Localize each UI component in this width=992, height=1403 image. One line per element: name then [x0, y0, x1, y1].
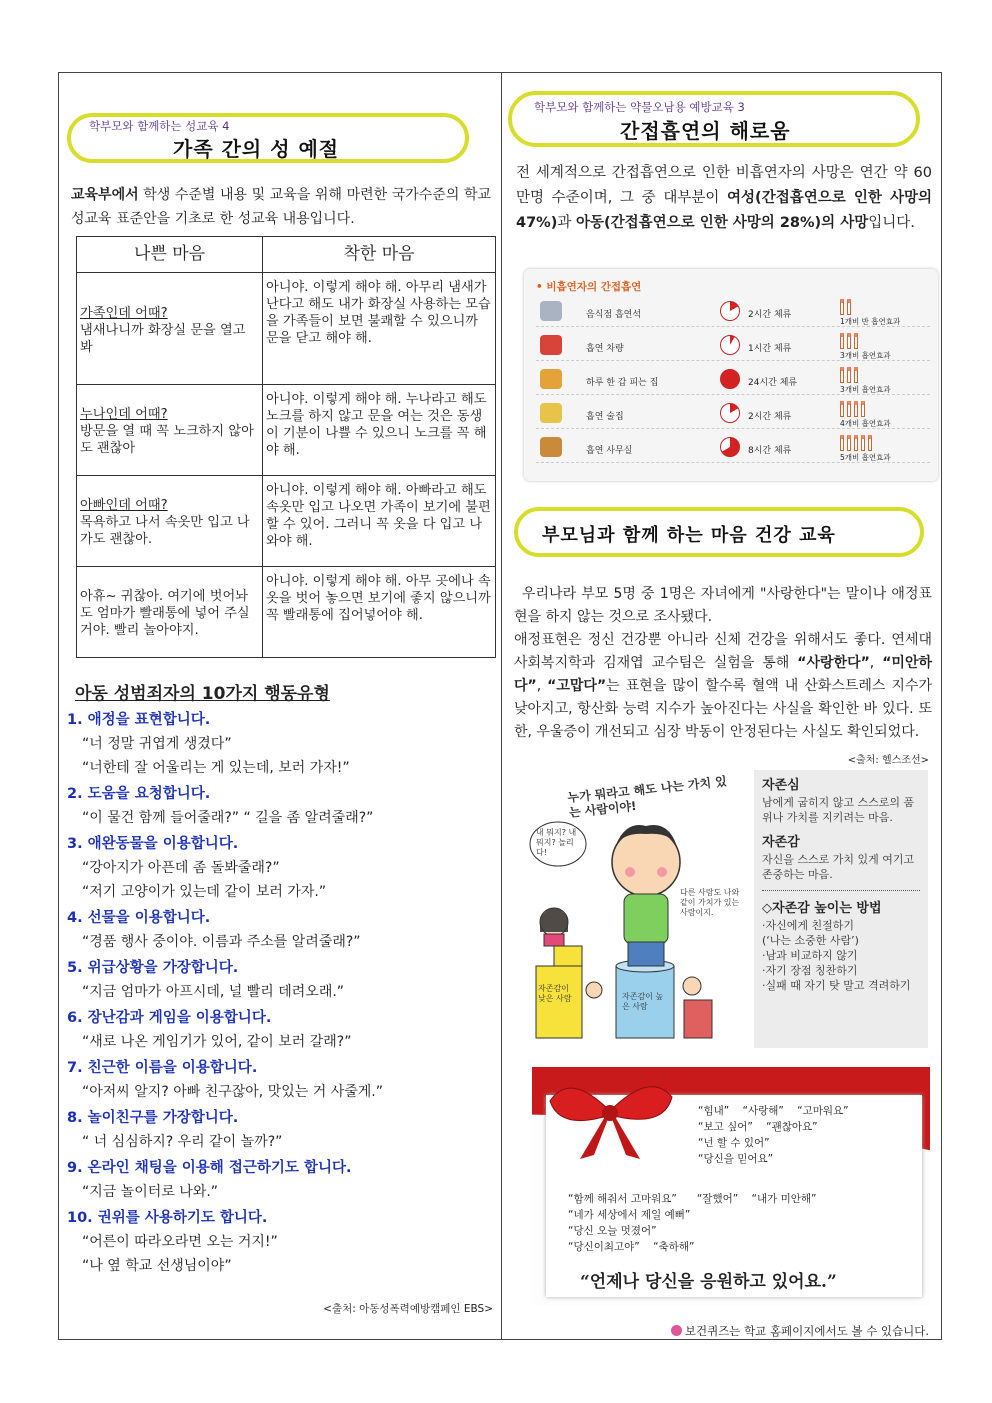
mind-source: <출처: 헬스조선>: [847, 755, 929, 766]
tip-item: ·실패 때 자기 탓 말고 격려하기: [762, 979, 911, 992]
cigarette-icon: [840, 333, 844, 349]
def-text-2: 자신을 스스로 가치 있게 여기고 존중하는 마음.: [762, 852, 920, 891]
type-title: 1. 애정을 표현합니다.: [67, 712, 211, 728]
right-column: [502, 73, 943, 1339]
encouragement-card: [532, 1067, 930, 1305]
type-quote: “지금 엄마가 아프시데, 널 빨리 데려오래.”: [82, 984, 345, 1000]
self-esteem-cartoon: [524, 770, 928, 1048]
cartoon-speech: 누가 뭐라고 해도 나는 가치 있는 사람이야!: [566, 774, 728, 820]
cartoon-small-speech-2: 다른 사람도 나와 같이 가치가 있는 사람이지.: [680, 888, 740, 917]
type-quote: “이 물건 함께 들어줄래?” “ 길을 좀 알려줄래?”: [82, 810, 374, 826]
cigarette-icon: [861, 435, 865, 451]
def-text-1: 남에게 굽히지 않고 스스로의 품위나 가치를 지키려는 마음.: [762, 796, 915, 824]
list-item: [67, 833, 497, 904]
cigarette-icon: [840, 435, 844, 451]
info-title: • 비흡연자의 간접흡연: [536, 281, 642, 293]
smoking-effect: 3개비 흡연효과: [840, 351, 891, 360]
type-title: 4. 선물을 이용합니다.: [67, 910, 211, 926]
mind-text-1: 우리나라 부모 5명 중 1명은 자녀에게 "사랑한다"는 말이나 애정표현을 하지 않는 것으로 조사됐다.: [514, 586, 932, 625]
list-item: [67, 1057, 497, 1104]
clock-icon: [720, 369, 740, 389]
cigarette-icon: [847, 299, 851, 315]
cigarette-icon: [861, 401, 865, 417]
clock-icon: [720, 403, 740, 423]
stay-time: 8시간 체류: [748, 446, 792, 456]
type-quote: “경품 행사 중이야. 이름과 주소를 알려줄래?”: [82, 934, 361, 950]
stair-label-low: 자존감이 낮은 사람: [538, 984, 572, 1003]
place-icon: [540, 335, 562, 355]
place-label: 하루 한 갑 피는 집: [586, 378, 659, 388]
card-phrase: “함께 해줘서 고마워요” “잘했어” “내가 미안해”: [568, 1193, 817, 1205]
tips-title: ◇자존감 높이는 방법: [762, 901, 882, 916]
card-phrase: “당신을 믿어요”: [698, 1153, 774, 1165]
intro-text: 학생 수준별 내용 및 교육을 위해 마련한 국가수준의 학교 성교육 표준안을 기초로 한 성교육 내용입니다.: [71, 187, 491, 227]
type-quote: “어른이 따라오라면 오는 거지!”: [82, 1234, 278, 1250]
smoking-effect: 1개비 반 흡연효과: [840, 317, 901, 326]
cigarette-icon: [847, 367, 851, 383]
stay-time: 24시간 체류: [748, 378, 798, 388]
mind-header-title: 부모님과 함께 하는 마음 건강 교육: [542, 525, 836, 546]
type-quote: “너 정말 귀엽게 생겼다”: [82, 736, 232, 752]
good-text: 아니야. 이렇게 해야 해. 아무 곳에나 속옷을 벗어 놓으면 보기에 좋지 않으니까 꼭 빨래통에 집어넣어야 해.: [263, 567, 496, 658]
cigarette-icon: [840, 299, 844, 315]
cigarette-icon: [868, 435, 872, 451]
cigarette-icon: [840, 367, 844, 383]
clock-icon: [720, 301, 740, 321]
smoke-bold-2: 아동(간접흡연으로 인한 사망의 28%)의 사망: [575, 215, 869, 231]
table-row: [77, 385, 496, 476]
place-label: 흡연 차량: [586, 344, 624, 354]
smoke-text-2: 과: [557, 215, 576, 231]
list-item: [67, 1207, 497, 1278]
list-item: [67, 1157, 497, 1204]
def-title-2: 자존감: [762, 835, 800, 850]
bad-body: 냄새나니까 화장실 문을 열고 봐: [80, 322, 246, 355]
mind-paragraph: [514, 583, 932, 744]
table-row: [77, 476, 496, 567]
tip-item: ·남과 비교하지 않기: [762, 949, 858, 962]
tip-item: ·자기 장점 칭찬하기: [762, 964, 858, 977]
cigarette-icon: [847, 333, 851, 349]
clock-icon: [720, 437, 740, 457]
card-phrase: “힘내” “사랑해” “고마워요”: [698, 1105, 849, 1117]
footer-note: [671, 1323, 929, 1339]
smoke-bold-1: 여성(간접흡연으로 인한 사망의 47%): [516, 190, 932, 231]
card-phrase: “보고 싶어” “괜찮아요”: [698, 1121, 818, 1133]
good-text: 아니야. 이렇게 해야 해. 아빠라고 해도 속옷만 입고 나오면 가족이 보기에 불편할 수 있어. 그러니 꼭 옷을 다 입고 나와야 해.: [263, 476, 496, 567]
place-icon: [540, 301, 562, 321]
sex-ed-header-sub: 학부모와 함께하는 성교육 4: [89, 119, 230, 133]
type-title: 10. 권위를 사용하기도 합니다.: [67, 1210, 268, 1226]
tips-list: [762, 918, 920, 993]
smoking-effect: 4개비 흡연효과: [840, 419, 891, 428]
stay-time: 2시간 체류: [748, 412, 792, 422]
left-source: <출처: 아동성폭력예방캠페인 EBS>: [323, 1303, 493, 1315]
smoke-paragraph: [516, 161, 932, 236]
intro-bold: 교육부에서: [71, 187, 139, 203]
offender-section-title: 아동 성범죄자의 10가지 행동유형: [75, 684, 330, 704]
mind-text-2: 애정표현은 정신 건강뿐 아니라 신체 건강을 위해서도 좋다. 연세대 사회복지학과 김재엽 교수팀은 실험을 통해 “사랑한다”, “미안하다”, “고맙다”는 표현을 많이 할수록 혈액 내 산화스트레스 지수가 낮아지고, 항산화 능력 지수가 높아진다는 사실을 확인한 바 있다. 또한, 우울증이 개선되고 심장 박동이 안정된다는 사실도 확인되었다.: [514, 632, 933, 740]
cigarette-icon: [847, 401, 851, 417]
smoke-text-1: 전 세계적으로 간접흡연으로 인한 비흡연자의 사망은 연간 약 60만명 수준이며, 그 중 대부분이: [516, 165, 932, 206]
bad-body: 목욕하고 나서 속옷만 입고 나가도 괜찮아.: [80, 515, 250, 547]
list-item: [67, 709, 497, 780]
bad-head: 가족인데 어때?: [80, 305, 168, 321]
offender-type-list: [67, 709, 497, 1281]
tip-item: ·자신에게 친절하기: [762, 919, 855, 932]
table-row: [536, 331, 930, 361]
place-label: 흡연 술집: [586, 412, 624, 422]
newsletter-frame: [58, 72, 942, 1340]
place-icon: [540, 437, 562, 457]
table-header-bad: 나쁜 마음: [77, 237, 263, 273]
cigarette-icon: [847, 435, 851, 451]
place-icon: [540, 403, 562, 423]
cigarette-icon: [854, 367, 858, 383]
smoke-header-sub: 학부모와 함께하는 약물오남용 예방교육 3: [534, 100, 745, 114]
type-title: 9. 온라인 채팅을 이용해 접근하기도 합니다.: [67, 1160, 352, 1176]
card-main-message: “언제나 당신을 응원하고 있어요.”: [580, 1272, 837, 1292]
card-words-top: [698, 1103, 849, 1167]
type-quote: “저기 고양이가 있는데 같이 보러 가자.”: [82, 884, 327, 900]
cartoon-small-speech-1: 내 뭐지? 내 뭐지? 놀리다!: [536, 828, 577, 857]
flower-icon: [671, 1325, 682, 1336]
card-phrase: “당신 오늘 멋졌어”: [568, 1225, 657, 1237]
smoking-effect: 5개비 흡연효과: [840, 453, 891, 462]
table-row: [536, 399, 930, 429]
type-title: 3. 애완동물을 이용합니다.: [67, 836, 239, 852]
table-row: [536, 433, 930, 463]
type-quote: “새로 나온 게임기가 있어, 같이 보러 갈래?”: [82, 1034, 352, 1050]
card-phrase: “네가 세상에서 제일 예뻐”: [568, 1209, 691, 1221]
footer-text: 보건퀴즈는 학교 홈페이지에서도 볼 수 있습니다.: [684, 1324, 929, 1338]
left-column: [59, 73, 501, 1339]
sex-ed-intro: [71, 183, 491, 231]
cigarette-icon: [854, 333, 858, 349]
bad-head: 누나인데 어때?: [80, 407, 168, 422]
table-row: [77, 273, 496, 385]
good-text: 아니야. 이렇게 해야 해. 누나라고 해도 노크를 하지 않고 문을 여는 것은 동생이 기분이 나쁠 수 있으니 노크를 꼭 해야 해.: [263, 385, 496, 476]
card-words-bottom: [568, 1191, 816, 1255]
stair-label-high: 자존감이 높은 사람: [622, 992, 664, 1011]
def-title-1: 자존심: [762, 778, 800, 793]
table-header-good: 착한 마음: [263, 237, 496, 273]
type-title: 5. 위급상황을 가장합니다.: [67, 960, 239, 976]
table-row: [536, 297, 930, 327]
smoke-header-title: 간접흡연의 해로움: [620, 119, 791, 143]
clock-icon: [720, 335, 740, 355]
self-esteem-definitions: [754, 770, 928, 1048]
type-quote: “강아지가 아픈데 좀 돌봐줄래?”: [82, 860, 280, 876]
type-title: 2. 도움을 요청합니다.: [67, 786, 211, 802]
secondhand-smoke-infographic: [524, 269, 938, 481]
type-quote: “나 옆 학교 선생님이야”: [82, 1258, 232, 1274]
place-icon: [540, 369, 562, 389]
card-phrase: “넌 할 수 있어”: [698, 1137, 770, 1149]
type-quote: “ 너 심심하지? 우리 같이 놀까?”: [82, 1134, 283, 1150]
place-label: 음식점 흡연석: [586, 310, 642, 320]
smoke-text-3: 입니다.: [868, 215, 915, 231]
type-title: 8. 놀이친구를 가장합니다.: [67, 1110, 239, 1126]
list-item: [67, 1007, 497, 1054]
place-label: 흡연 사무실: [586, 446, 633, 456]
bad-body: 아휴~ 귀찮아. 여기에 벗어놔도 엄마가 빨래통에 넣어 주실 거야. 빨리 놀아야지.: [80, 589, 250, 638]
stay-time: 1시간 체류: [748, 344, 792, 354]
list-item: [67, 907, 497, 954]
table-row: [536, 365, 930, 395]
cigarette-icon: [854, 401, 858, 417]
tip-item: (‘나는 소중한 사람’): [762, 934, 859, 947]
list-item: [67, 783, 497, 830]
good-text: 아니야. 이렇게 해야 해. 아무리 냄새가 난다고 해도 내가 화장실 사용하는 모습을 가족들이 보면 불쾌할 수 있으니까 문을 닫고 해야 해.: [263, 273, 496, 385]
cigarette-icon: [840, 401, 844, 417]
cigarette-icon: [854, 435, 858, 451]
sex-ed-header-title: 가족 간의 성 예절: [173, 137, 340, 161]
type-title: 6. 장난감과 게임을 이용합니다.: [67, 1010, 272, 1026]
type-quote: “지금 놀이터로 나와.”: [82, 1184, 219, 1200]
list-item: [67, 1107, 497, 1154]
smoking-effect: 3개비 흡연효과: [840, 385, 891, 394]
stay-time: 2시간 체류: [748, 310, 792, 320]
list-item: [67, 957, 497, 1004]
table-row: [77, 567, 496, 658]
type-quote: “너한테 잘 어울리는 게 있는데, 보러 가자!”: [82, 760, 350, 776]
type-title: 7. 친근한 이름을 이용합니다.: [67, 1060, 258, 1076]
manner-table: [76, 236, 496, 658]
bad-body: 방문을 열 때 꼭 노크하지 않아도 괜찮아: [80, 424, 254, 456]
card-phrase: “당신이최고야” “축하해”: [568, 1241, 695, 1253]
bad-head: 아빠인데 어때?: [80, 498, 168, 513]
ribbon-bow-icon: [540, 1071, 680, 1161]
type-quote: “아저씨 알지? 아빠 친구잖아, 맛있는 거 사줄게.”: [82, 1084, 383, 1100]
